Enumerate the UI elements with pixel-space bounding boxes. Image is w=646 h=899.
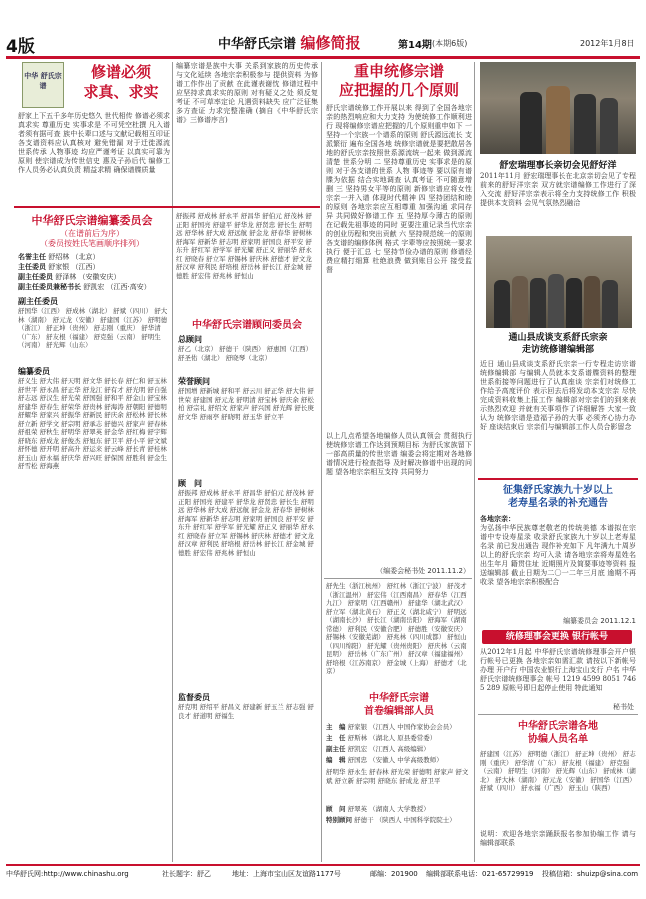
footer-email: 投稿信箱：shuizp@sina.com bbox=[542, 870, 639, 878]
committee-roles bbox=[18, 252, 170, 292]
role-place: （安徽安庆） bbox=[78, 273, 121, 281]
coordinators-list: 舒建国（江苏） 舒明德（浙江） 舒正坤（贵州） 舒志刚（重庆） 舒华清（广东） 舒友根（福建） 舒克强（云南） 舒明生（河南） 舒光辉（山东） 舒成林（湖北） 舒大林（湖南） 舒元龙（安徽） 舒国华（江西） 舒斌（四川） 舒永福（广西） 舒玉山（陕西） bbox=[480, 750, 636, 792]
editor-row bbox=[326, 815, 472, 826]
photo2-caption bbox=[480, 332, 636, 356]
section-a-title-line2: 求真、求实 bbox=[83, 83, 159, 101]
regional-contacts-list: 舒先生（浙江杭州） 舒红林（浙江宁波） 舒茂才（浙江温州） 舒宏伟（江西南昌） 舒春华（江西九江） 舒家明（江西赣州） 舒建华（湖北武汉） 舒立军（湖北黄石） 舒正义（湖北咸宁） 舒明远（湖南长沙） 舒长江（湖南岳阳） 舒海军（湖南常德） 舒利民（安徽合肥） 舒德胜（安徽安庆） 舒锡林（安徽芜湖） 舒兆林（四川成都） 舒恒山（四川绵阳） 舒光耀（贵州贵阳） 舒庆林（云南昆明） 舒岳林（广东广州） 舒汉章（福建福州） 舒培根（江苏南京） 舒金城（上海） 舒德才（北京） bbox=[326, 582, 467, 675]
editor-name: 舒国忠 bbox=[347, 756, 368, 764]
editor-desc: （江西人 中国作家协会会员） bbox=[369, 723, 456, 731]
committee-role-row bbox=[18, 272, 170, 282]
section-rule bbox=[478, 714, 638, 715]
edition-note: (本期6版) bbox=[432, 39, 468, 48]
principles-title-line2: 应把握的几个原则 bbox=[338, 81, 459, 99]
section-a-title-line1: 修谱必须 bbox=[90, 63, 151, 81]
editor-role: 特别顾问 bbox=[326, 816, 352, 824]
coordinators-title-line1: 中华舒氏宗谱各地 bbox=[518, 721, 598, 732]
editor-row bbox=[326, 804, 472, 815]
photo2-caption-line1: 通山县成谈支系舒氏宗亲 bbox=[508, 333, 608, 343]
column-divider bbox=[321, 62, 322, 862]
masthead-title bbox=[218, 32, 361, 53]
advisor-list: 舒振邦 舒成林 舒永平 舒昌华 舒伯元 舒茂林 舒正阳 舒国亮 舒建平 舒华龙 舒贤忠 舒长生 舒明远 舒华林 舒大成 舒远航 舒金龙 舒春华 舒树林 舒海军 舒新华 舒志明 舒家明 舒国良 舒平安 舒东升 舒红军 舒学军 舒光耀 舒正义 舒丽华 舒永红 舒晓春 舒立军 舒锡林 舒庆林 舒德才 舒文龙 舒汉章 舒利民 舒培根 舒岳林 舒长江 舒金城 舒德胜 舒宏伟 舒兆林 舒恒山 bbox=[178, 489, 314, 557]
footer-postcode: 邮编：201900 bbox=[370, 870, 418, 878]
notice-title bbox=[478, 484, 638, 510]
principles-title bbox=[326, 62, 472, 100]
section-a-title bbox=[72, 62, 170, 102]
supervisor-list: 舒克明 舒绍平 舒昌义 舒建新 舒玉兰 舒志强 舒良才 舒道明 舒福生 bbox=[178, 703, 314, 720]
story2-body: 近日 通山县成谈支系舒氏宗亲一行专程走访宗谱统修编辑部 与编辑人员就本支系谱牒资料的整理 世系衔接等问题进行了认真座谈 宗亲们对统修工作给予高度评价 表示回去后将发动本支宗亲 尽快完成资料收集上报工作 编辑部对宗亲们的到来表示热烈欢迎 并就有关事项作了详细解答 大家一致认为 统修宗谱是造福子孙的大事 必须齐心协力办好 座谈结束后 宗亲们与编辑部工作人员合影留念 bbox=[480, 360, 636, 431]
senior-advisor-list: 舒国增 舒新城 舒和平 舒云川 舒正华 舒大伟 舒世荣 舒建国 舒元龙 舒明清 舒宝林 舒庆余 舒松柏 舒宗礼 舒绍文 舒家声 舒兴国 舒光辉 舒长庚 舒文华 舒雨亭 舒晓明 舒玉华 舒立平 bbox=[178, 387, 314, 421]
role-label: 副主任委员兼秘书长 bbox=[18, 283, 81, 291]
editor-name: 舒斯林 bbox=[347, 734, 368, 742]
notice-title-line1: 征集舒氏家族九十岁以上 bbox=[503, 485, 613, 496]
principles-body-continued: 以上几点希望各地编修人员认真领会 贯彻执行 使统修宗谱工作达到预期目标 为舒氏家族留下一部高质量的传世宗谱 编委会将定期对各地修谱情况进行检查指导 及时解决修谱中出现的问题 望各地宗亲相互支持 共同努力 bbox=[326, 432, 472, 476]
page-number: 4版 bbox=[6, 37, 35, 57]
section-rule bbox=[14, 206, 320, 208]
footer-director: 社长题字：舒乙 bbox=[162, 870, 211, 878]
editor-name: 舒凯宏 bbox=[347, 745, 368, 753]
editor-row bbox=[326, 755, 472, 766]
footer-phone: 编辑部联系电话：021-65729919 bbox=[426, 870, 534, 878]
editor-role: 编 辑 bbox=[326, 756, 346, 764]
committee-sub2: （委员按姓氏笔画顺序排列） bbox=[40, 239, 144, 248]
editors-roster bbox=[326, 722, 472, 826]
coordinators-title bbox=[478, 720, 638, 746]
principles-body: 舒氏宗谱统修工作开展以来 得到了全国各地宗亲的热烈响应和大力支持 为使统修工作顺利进行 现将编修宗谱应把握的几个原则重申如下 一 坚持一个宗族一个谱系的原则 舒氏源远流长 支派繁衍 遍布全国各地 统修宗谱就是要把散居各地的舒氏宗亲按照世系源流统一起来 做到源流清楚 世系分明 二 坚持尊重历史 实事求是的原则 对于各支谱的世系 人物 事迹等 要以原有谱牒为依据 结合实地调查 认真考证 不可随意增删 三 坚持男女平等的原则 新修宗谱应将女性宗亲一并入谱 体现时代精神 四 坚持团结和睦的原则 各地宗亲应互相尊重 加强沟通 求同存异 共同做好修谱工作 五 坚持厚今薄古的原则 在记载先祖事迹的同时 更要注重记录当代宗亲的创业历程和突出贡献 六 坚持规范统一的原则 各支谱的编修体例 格式 字辈等应按照统一要求执行 便于汇总 七 坚持节俭办谱的原则 修谱经费应精打细算 杜绝浪费 做到账目公开 接受监督 bbox=[326, 104, 472, 274]
editor-desc: （陕西人 中国科学院院士） bbox=[375, 816, 456, 824]
committee-role-row bbox=[18, 262, 170, 272]
editor-name: 舒德干 bbox=[354, 816, 374, 824]
book-illustration bbox=[22, 62, 64, 108]
members-label: 编纂委员 bbox=[18, 367, 50, 376]
advisor-names-top: 舒振邦 舒成林 舒永平 舒昌华 舒伯元 舒茂林 舒正阳 舒国亮 舒建平 舒华龙 舒贤忠 舒长生 舒明远 舒华林 舒大成 舒远航 舒金龙 舒春华 舒树林 舒海军 舒新华 舒志明 舒家明 舒国良 舒平安 舒东升 舒红军 舒学军 舒光耀 舒正义 舒丽华 舒永红 舒晓春 舒立军 舒锡林 舒庆林 舒德才 舒文龙 舒汉章 舒利民 舒培根 舒岳林 舒长江 舒金城 舒德胜 舒宏伟 舒兆林 舒恒山 bbox=[176, 212, 312, 280]
committee-role-row bbox=[18, 252, 170, 262]
vice-chairs-label: 副主任委员 bbox=[18, 297, 58, 306]
vice-chairs-list: 舒国华（江西） 舒成林（湖北） 舒斌（四川） 舒大林（湖南） 舒元龙（安徽） 舒建国（江苏） 舒明德（浙江） 舒正坤（贵州） 舒志刚（重庆） 舒华清（广东） 舒友根（福建） 舒克强（云南） 舒明生（河南） 舒光辉（山东） bbox=[18, 307, 168, 349]
role-name: 舒绍林 bbox=[48, 253, 70, 261]
editors-title bbox=[326, 692, 472, 718]
photo1-caption: 舒宏瑞理事长亲切会见舒好洋 bbox=[499, 161, 617, 171]
coordinators-note: 说明：欢迎各地宗亲踊跃报名参加协编工作 请与编辑部联系 bbox=[480, 830, 636, 847]
committee-title: 中华舒氏宗谱编纂委员会 bbox=[31, 214, 153, 227]
principles-signature: （编委会秘书处 2011.11.2） bbox=[376, 567, 470, 575]
role-place: （北京） bbox=[71, 253, 100, 261]
supervisor-label: 监督委员 bbox=[178, 693, 210, 702]
masthead-left: 中华舒氏宗谱 bbox=[218, 37, 297, 52]
visit-group-photo bbox=[486, 236, 632, 328]
editor-name: 舒翠英 bbox=[347, 805, 368, 813]
section-a-body-continued: 编纂宗谱是族中大事 关系到家族的历史传承与文化延续 各地宗亲积极参与 提供资料 为修谱工作作出了贡献 在此谨表谢忱 修谱过程中 应坚持求真求实的原则 对有疑义之处 须反复考证 不可草率定论 凡遇资料缺失 应广泛征集 多方查证 力求完整准确 (摘自《中华舒氏宗谱》三修谱序言) bbox=[176, 62, 318, 124]
editor-role: 主 编 bbox=[326, 723, 346, 731]
total-advisor-list: 舒乙（北京） 舒德干（陕西） 舒惠国（江西） 舒圣佑（湖北） 舒晓琴（北京） bbox=[178, 345, 313, 362]
committee-role-row bbox=[18, 282, 170, 292]
footer-website: 中华舒氏网:http://www.chinashu.org bbox=[6, 870, 129, 878]
advisors-title: 中华舒氏宗谱顾问委员会 bbox=[192, 320, 302, 331]
coordinators-title-line2: 协编人员名单 bbox=[528, 734, 588, 745]
photo2-caption-line2: 走访统修谱编辑部 bbox=[521, 345, 594, 355]
meeting-photo bbox=[480, 62, 636, 154]
notice-salutation: 各地宗亲： bbox=[480, 515, 515, 523]
total-advisor-label: 总顾问 bbox=[178, 335, 202, 344]
section-rule bbox=[324, 578, 472, 579]
principles-title-line1: 重申统修宗谱 bbox=[353, 62, 444, 80]
editor-desc: （湖北人 原县委常委） bbox=[369, 734, 437, 742]
editor-desc: （湖南人 大学教授） bbox=[369, 805, 430, 813]
editor-row bbox=[326, 722, 472, 733]
role-label: 名誉主任 bbox=[18, 253, 46, 261]
editor-name: 舒家银 bbox=[347, 723, 368, 731]
editors-title-line2: 首卷编辑部人员 bbox=[364, 706, 434, 717]
role-name: 舒泽林 bbox=[55, 273, 77, 281]
footer-address: 地址：上海市宝山区友谊路1177号 bbox=[232, 870, 341, 878]
footer-bar bbox=[6, 864, 640, 880]
notice-title-line2: 老寿星名录的补充通告 bbox=[508, 498, 608, 509]
role-label: 主任委员 bbox=[18, 263, 46, 271]
editor-role: 副主任 bbox=[326, 745, 346, 753]
notice-body: 为弘扬中华民族尊老敬老的传统美德 本谱拟在宗谱中专设寿星录 收录舒氏家族九十岁以上老寿星名录 前已发出通告 现作补充如下 凡年满九十周岁以上的舒氏宗亲 均可入录 请各地宗亲将寿星姓名 出生年月 籍贯住址 近期照片及简要事迹等资料 报送编辑部 截止日期为二〇一二年三月底 逾期不再收录 望各地宗亲积极配合 bbox=[480, 524, 636, 586]
role-name: 舒家银 bbox=[48, 263, 70, 271]
column-divider bbox=[474, 62, 475, 862]
notice-signature: 编纂委员会 2011.12.1 bbox=[563, 617, 636, 625]
editors-list: 舒明华 舒永生 舒春林 舒光荣 舒德明 舒家声 舒文斌 舒立新 舒宗明 舒晓东 舒成龙 舒卫平 bbox=[326, 768, 469, 785]
bank-notice-badge: 统修理事会更换 银行帐号 bbox=[482, 630, 632, 644]
senior-advisor-label: 荣誉顾问 bbox=[178, 377, 210, 386]
members-list: 舒义生 舒大伟 舒天明 舒文华 舒长春 舒仁和 舒玉林 舒世平 舒永昌 舒正华 舒龙江 舒有才 舒光明 舒自强 舒志远 舒汉生 舒光荣 舒国强 舒和平 舒金山 舒宝林 舒建华 舒春生 舒荣华 舒贵林 舒海涛 舒朝阳 舒德明 舒耀华 舒家兴 舒振华 舒新民 舒庆余 舒松林 舒长林 舒立新 舒学文 舒宗明 舒承志 舒德兴 舒家声 舒春林 舒祖荣 舒秋生 舒明华 舒翠英 舒金华 舒红梅 舒宇辉 舒晓东 舒成龙 舒俊杰 舒旭东 舒卫平 舒小平 舒文斌 舒怀德 舒开明 舒高升 舒运来 舒云峰 舒长青 舒桂林 舒玉山 舒永福 舒庆华 舒兴旺 舒保国 舒胜利 舒金生 舒雪松 舒海燕 bbox=[18, 377, 167, 470]
editor-desc: （江西人 高级编辑） bbox=[369, 745, 430, 753]
section-a-body: 舒家上下五千多年历史悠久 世代相传 修谱必须求真求实 尊重历史 实事求是 不可凭空杜撰 凡入谱者须有据可查 族中长辈口述与文献记载相互印证 各支谱资料应认真核对 避免错漏 对于迁徙源流 世系传承 人物事迹 均应严谨考证 以真实可靠为原则 使宗谱成为传世信史 惠及子孙后代 编修工作人员务必认真负责 精益求精 确保谱牒质量 bbox=[18, 112, 170, 174]
masthead-right: 编修简报 bbox=[300, 34, 361, 52]
role-place: （江西） bbox=[71, 263, 100, 271]
editor-desc: （安徽人 中学高级教师） bbox=[369, 756, 443, 764]
column-divider bbox=[172, 62, 173, 862]
role-label: 副主任委员 bbox=[18, 273, 53, 281]
role-name: 舒凯宏 bbox=[83, 283, 105, 291]
editor-role: 主 任 bbox=[326, 734, 346, 742]
story1-body: 2011年11月 舒宏瑞理事长在北京亲切会见了专程前来的舒好洋宗亲 双方就宗谱编修工作进行了深入交流 舒好洋宗亲表示将全力支持统修工作 积极提供本支资料 会见气氛热烈融洽 bbox=[480, 172, 636, 207]
bank-notice-signature: 秘书处 bbox=[613, 703, 634, 711]
issue-date: 2012年1月8日 bbox=[580, 39, 635, 48]
bank-notice-body: 从2012年1月起 中华舒氏宗谱统修理事会开户银行帐号已更换 各地宗亲如需汇款 请按以下新帐号办理 开户行 中国农业银行上海宝山支行 户名 中华舒氏宗谱统修理事会 帐号 1219 4599 8051 7465 289 原帐号即日起停止使用 特此通知 bbox=[480, 648, 636, 692]
editor-row bbox=[326, 744, 472, 755]
editor-row bbox=[326, 733, 472, 744]
editors-title-line1: 中华舒氏宗谱 bbox=[369, 693, 429, 704]
issue-number: 第14期 bbox=[398, 40, 432, 51]
section-rule bbox=[478, 478, 638, 480]
editor-role: 顾 问 bbox=[326, 805, 346, 813]
role-place: （江西·高安） bbox=[106, 283, 151, 291]
committee-sub1: （在谱前后为序） bbox=[60, 229, 124, 238]
advisor-label: 顾 问 bbox=[178, 479, 202, 488]
book-label: 中华 舒氏宗谱 bbox=[24, 71, 62, 90]
